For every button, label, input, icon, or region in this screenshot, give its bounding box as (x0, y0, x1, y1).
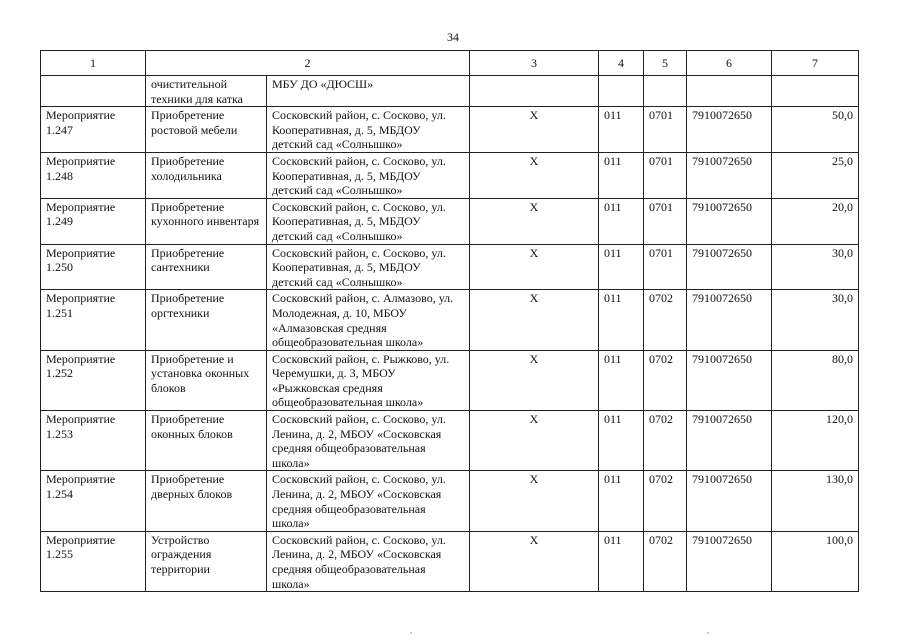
col6-cell: 7910072650 (687, 350, 772, 410)
col5-cell: 0701 (644, 244, 687, 290)
table-row (41, 350, 859, 410)
budget-table (40, 50, 859, 592)
col5-cell: 0702 (644, 411, 687, 471)
col5-cell: 0701 (644, 198, 687, 244)
item-cell: Приобретение дверных блоков (146, 471, 267, 531)
amount-cell: 25,0 (772, 152, 859, 198)
item-cell: Приобретение холодильника (146, 152, 267, 198)
col6-cell: 7910072650 (687, 152, 772, 198)
address-cell: Сосковский район, с. Сосково, ул. Ленина, д. 2, МБОУ «Сосковская средняя общеобразовательная школа» (267, 531, 470, 591)
amount-cell: 30,0 (772, 290, 859, 350)
col4-cell: 011 (599, 531, 644, 591)
table-row (41, 531, 859, 591)
amount-cell: 100,0 (772, 531, 859, 591)
table-row (41, 290, 859, 350)
header-cell-5: 5 (644, 51, 687, 76)
item-cell: Приобретение и установка оконных блоков (146, 350, 267, 410)
header-row (41, 51, 859, 76)
amount-cell: 130,0 (772, 471, 859, 531)
col5-cell: 0701 (644, 152, 687, 198)
address-cell: Сосковский район, с. Алмазово, ул. Молодежная, д. 10, МБОУ «Алмазовская средняя общеобразовательная школа» (267, 290, 470, 350)
amount-cell: 30,0 (772, 244, 859, 290)
measure-cell: Мероприятие 1.248 (41, 152, 146, 198)
col3-cell: Х (470, 107, 599, 153)
table-row (41, 107, 859, 153)
continued-row (41, 76, 859, 107)
measure-cell: Мероприятие 1.255 (41, 531, 146, 591)
address-cell: МБУ ДО «ДЮСШ» (267, 76, 470, 107)
col3-cell: Х (470, 152, 599, 198)
header-cell-1: 1 (41, 51, 146, 76)
item-cell: Приобретение ростовой мебели (146, 107, 267, 153)
measure-cell (41, 76, 146, 107)
col6-cell: 7910072650 (687, 290, 772, 350)
col6-cell (687, 76, 772, 107)
amount-cell: 120,0 (772, 411, 859, 471)
col3-cell: Х (470, 244, 599, 290)
col3-cell: Х (470, 471, 599, 531)
amount-cell: 80,0 (772, 350, 859, 410)
scan-speck (410, 632, 412, 634)
col3-cell: Х (470, 350, 599, 410)
measure-cell: Мероприятие 1.251 (41, 290, 146, 350)
table-row (41, 244, 859, 290)
item-cell: Приобретение оконных блоков (146, 411, 267, 471)
col3-cell: Х (470, 198, 599, 244)
col6-cell: 7910072650 (687, 471, 772, 531)
item-cell: очистительной техники для катка (146, 76, 267, 107)
col5-cell: 0702 (644, 290, 687, 350)
address-cell: Сосковский район, с. Сосково, ул. Кооперативная, д. 5, МБДОУ детский сад «Солнышко» (267, 107, 470, 153)
address-cell: Сосковский район, с. Сосково, ул. Кооперативная, д. 5, МБДОУ детский сад «Солнышко» (267, 152, 470, 198)
col4-cell: 011 (599, 411, 644, 471)
measure-cell: Мероприятие 1.250 (41, 244, 146, 290)
header-cell-2: 2 (146, 51, 470, 76)
header-cell-6: 6 (687, 51, 772, 76)
col5-cell: 0702 (644, 471, 687, 531)
col6-cell: 7910072650 (687, 107, 772, 153)
col4-cell: 011 (599, 350, 644, 410)
measure-cell: Мероприятие 1.249 (41, 198, 146, 244)
col3-cell: Х (470, 531, 599, 591)
col4-cell: 011 (599, 198, 644, 244)
col5-cell: 0702 (644, 531, 687, 591)
address-cell: Сосковский район, с. Сосково, ул. Кооперативная, д. 5, МБДОУ детский сад «Солнышко» (267, 198, 470, 244)
measure-cell: Мероприятие 1.254 (41, 471, 146, 531)
address-cell: Сосковский район, с. Сосково, ул. Ленина, д. 2, МБОУ «Сосковская средняя общеобразовательная школа» (267, 471, 470, 531)
col4-cell: 011 (599, 152, 644, 198)
col4-cell: 011 (599, 471, 644, 531)
col4-cell: 011 (599, 244, 644, 290)
col3-cell: Х (470, 411, 599, 471)
measure-cell: Мероприятие 1.252 (41, 350, 146, 410)
col4-cell (599, 76, 644, 107)
col3-cell (470, 76, 599, 107)
table-row (41, 198, 859, 244)
scan-speck (707, 632, 709, 634)
measure-cell: Мероприятие 1.253 (41, 411, 146, 471)
col6-cell: 7910072650 (687, 244, 772, 290)
header-cell-3: 3 (470, 51, 599, 76)
table-row (41, 152, 859, 198)
table-row (41, 471, 859, 531)
col4-cell: 011 (599, 290, 644, 350)
amount-cell: 50,0 (772, 107, 859, 153)
col3-cell: Х (470, 290, 599, 350)
col5-cell (644, 76, 687, 107)
header-cell-7: 7 (772, 51, 859, 76)
item-cell: Устройство ограждения территории (146, 531, 267, 591)
amount-cell (772, 76, 859, 107)
item-cell: Приобретение оргтехники (146, 290, 267, 350)
col5-cell: 0702 (644, 350, 687, 410)
col6-cell: 7910072650 (687, 198, 772, 244)
item-cell: Приобретение сантехники (146, 244, 267, 290)
measure-cell: Мероприятие 1.247 (41, 107, 146, 153)
item-cell: Приобретение кухонного инвентаря (146, 198, 267, 244)
address-cell: Сосковский район, с. Сосково, ул. Кооперативная, д. 5, МБДОУ детский сад «Солнышко» (267, 244, 470, 290)
address-cell: Сосковский район, с. Рыжково, ул. Черемушки, д. 3, МБОУ «Рыжковская средняя общеобразовательная школа» (267, 350, 470, 410)
amount-cell: 20,0 (772, 198, 859, 244)
header-cell-4: 4 (599, 51, 644, 76)
table-row (41, 411, 859, 471)
col6-cell: 7910072650 (687, 531, 772, 591)
col4-cell: 011 (599, 107, 644, 153)
address-cell: Сосковский район, с. Сосково, ул. Ленина, д. 2, МБОУ «Сосковская средняя общеобразовательная школа» (267, 411, 470, 471)
col5-cell: 0701 (644, 107, 687, 153)
page-number: 34 (447, 30, 459, 44)
col6-cell: 7910072650 (687, 411, 772, 471)
